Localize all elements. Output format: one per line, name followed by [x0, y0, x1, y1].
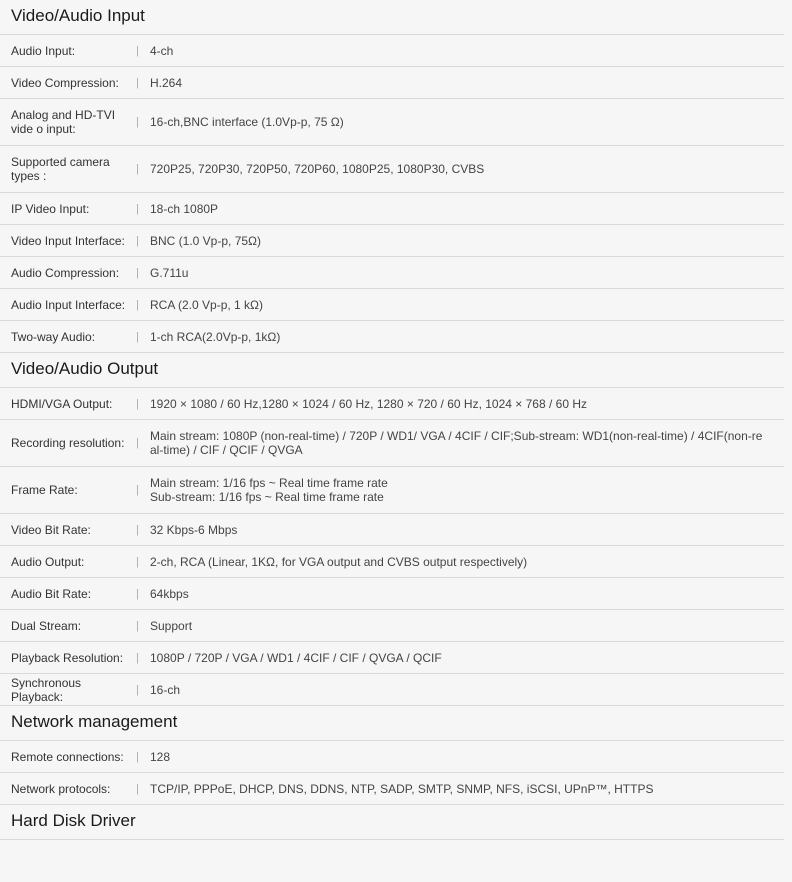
spec-value: [150, 619, 784, 633]
separator: |: [136, 555, 139, 568]
spec-section: [0, 353, 792, 706]
separator: |: [136, 484, 139, 496]
spec-value-line: 32 Kbps-6 Mbps: [150, 522, 238, 537]
spec-value: [150, 750, 784, 764]
spec-value-line: 18-ch 1080P: [150, 201, 219, 216]
spec-value-line: H.264: [150, 75, 183, 90]
spec-label: Network protocols:: [11, 781, 111, 796]
spec-label: Video Input Interface:: [11, 233, 125, 248]
separator: |: [136, 298, 139, 311]
spec-value: [150, 115, 784, 129]
spec-row: [0, 578, 784, 610]
spec-label: Audio Bit Rate:: [11, 586, 92, 601]
spec-value: [150, 330, 784, 344]
spec-row: [0, 642, 784, 674]
spec-value-line: 1-ch RCA(2.0Vp-p, 1kΩ): [150, 329, 281, 344]
spec-row: [0, 289, 784, 321]
spec-label: Video Bit Rate:: [11, 522, 91, 537]
separator: |: [136, 330, 139, 343]
separator: |: [136, 44, 139, 57]
spec-value-line: 4-ch: [150, 43, 174, 58]
spec-row: [0, 225, 784, 257]
spec-row: [0, 321, 784, 353]
spec-value-line: G.711u: [150, 265, 189, 280]
spec-label: Audio Compression:: [11, 265, 120, 280]
spec-value-line: al-time) / CIF / QCIF / QVGA: [150, 443, 303, 457]
separator: |: [136, 683, 139, 696]
spec-value: [150, 476, 784, 504]
spec-row: [0, 674, 784, 706]
separator: |: [136, 397, 139, 410]
spec-row: [0, 35, 784, 67]
spec-row: [0, 420, 784, 467]
spec-value: [150, 397, 784, 411]
spec-value: [150, 298, 784, 312]
spec-label: Dual Stream:: [11, 618, 82, 633]
section-title: Network management: [11, 712, 178, 731]
section-title: Hard Disk Driver: [11, 811, 136, 830]
spec-table: [0, 387, 784, 706]
separator: |: [136, 782, 139, 795]
separator: |: [136, 523, 139, 536]
spec-label: Video Compression:: [11, 75, 119, 90]
separator: |: [136, 234, 139, 247]
spec-label: Frame Rate:: [11, 483, 78, 497]
spec-value-line: Main stream: 1080P (non-real-time) / 720P / WD1/ VGA / 4CIF / CIF;Sub-stream: WD1(non-real-time) / 4CIF(non-re: [150, 429, 763, 443]
spec-table: [0, 839, 784, 840]
spec-value: [150, 782, 784, 796]
spec-label: Synchronous Playback:: [11, 675, 82, 704]
spec-value: [150, 202, 784, 216]
spec-value-line: 64kbps: [150, 586, 189, 601]
separator: |: [136, 163, 139, 175]
spec-label: Audio Input:: [11, 43, 76, 58]
spec-value: [150, 44, 784, 58]
spec-value-line: Main stream: 1/16 fps ~ Real time frame rate: [150, 476, 388, 490]
spec-value-line: 2-ch, RCA (Linear, 1KΩ, for VGA output and CVBS output respectively): [150, 554, 528, 569]
spec-row: [0, 193, 784, 225]
separator: |: [136, 76, 139, 89]
separator: |: [136, 750, 139, 763]
spec-value: [150, 429, 784, 457]
spec-label: Supported camera types :: [11, 155, 110, 183]
separator: |: [136, 437, 139, 449]
spec-label: Audio Input Interface:: [11, 297, 126, 312]
spec-section: [0, 706, 792, 805]
separator: |: [136, 619, 139, 632]
spec-row: [0, 67, 784, 99]
section-title: Video/Audio Input: [11, 6, 145, 25]
spec-value-line: 1080P / 720P / VGA / WD1 / 4CIF / CIF / QVGA / QCIF: [150, 650, 442, 665]
separator: |: [136, 116, 139, 128]
spec-label: HDMI/VGA Output:: [11, 396, 113, 411]
spec-value: [150, 76, 784, 90]
spec-label: Two-way Audio:: [11, 329, 96, 344]
spec-row: [0, 467, 784, 514]
spec-value-line: 16-ch,BNC interface (1.0Vp-p, 75 Ω): [150, 115, 344, 129]
spec-label: Playback Resolution:: [11, 650, 124, 665]
spec-row: [0, 99, 784, 146]
spec-row: [0, 514, 784, 546]
spec-value-line: TCP/IP, PPPoE, DHCP, DNS, DDNS, NTP, SADP, SMTP, SNMP, NFS, iSCSI, UPnP™, HTTPS: [150, 781, 654, 796]
spec-row: [0, 388, 784, 420]
spec-value-line: 128: [150, 749, 171, 764]
spec-row: [0, 741, 784, 773]
spec-value: [150, 587, 784, 601]
spec-value-line: Sub-stream: 1/16 fps ~ Real time frame rate: [150, 490, 384, 504]
separator: |: [136, 266, 139, 279]
spec-value: [150, 683, 784, 697]
separator: |: [136, 587, 139, 600]
spec-label: Remote connections:: [11, 749, 124, 764]
spec-row: [0, 546, 784, 578]
spec-value-line: 16-ch: [150, 682, 181, 697]
spec-value: [150, 266, 784, 280]
spec-row: [0, 257, 784, 289]
spec-row: [0, 146, 784, 193]
spec-value-line: RCA (2.0 Vp-p, 1 kΩ): [150, 297, 264, 312]
spec-table: [0, 740, 784, 805]
spec-value-line: 720P25, 720P30, 720P50, 720P60, 1080P25, 1080P30, CVBS: [150, 162, 485, 176]
spec-label: Analog and HD-TVI vide o input:: [11, 108, 116, 136]
spec-value-line: Support: [150, 618, 193, 633]
spec-value-line: BNC (1.0 Vp-p, 75Ω): [150, 233, 262, 248]
spec-label: Audio Output:: [11, 554, 85, 569]
spec-label: Recording resolution:: [11, 436, 125, 450]
spec-row: [0, 610, 784, 642]
separator: |: [136, 651, 139, 664]
spec-value: [150, 555, 784, 569]
spec-table: [0, 34, 784, 353]
spec-value-line: 1920 × 1080 / 60 Hz,1280 × 1024 / 60 Hz, 1280 × 720 / 60 Hz, 1024 × 768 / 60 Hz: [150, 396, 587, 411]
spec-label: IP Video Input:: [11, 201, 90, 216]
spec-value: [150, 234, 784, 248]
spec-value: [150, 651, 784, 665]
separator: |: [136, 202, 139, 215]
spec-section: [0, 805, 792, 840]
section-title: Video/Audio Output: [11, 359, 159, 378]
spec-section: [0, 0, 792, 353]
spec-row: [0, 773, 784, 805]
spec-value: [150, 523, 784, 537]
spec-value: [150, 162, 784, 176]
